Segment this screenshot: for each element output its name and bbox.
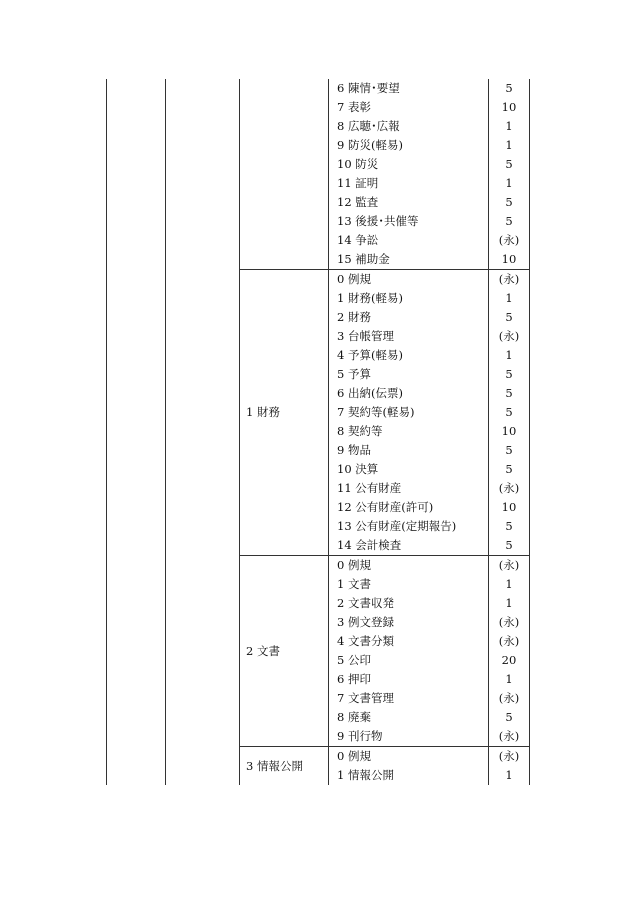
retention-years: 1 bbox=[489, 136, 530, 155]
item-name: 0 例規 bbox=[329, 747, 489, 767]
item-name: 12 公有財産(許可) bbox=[329, 498, 489, 517]
retention-years: 5 bbox=[489, 517, 530, 536]
retention-years: 1 bbox=[489, 575, 530, 594]
retention-years: 5 bbox=[489, 384, 530, 403]
retention-years: (永) bbox=[489, 327, 530, 346]
item-name: 10 防災 bbox=[329, 155, 489, 174]
item-name: 14 会計検査 bbox=[329, 536, 489, 556]
group-label bbox=[240, 79, 329, 270]
item-name: 15 補助金 bbox=[329, 250, 489, 270]
retention-years: (永) bbox=[489, 689, 530, 708]
category-column-level2 bbox=[166, 79, 240, 785]
retention-years: 5 bbox=[489, 308, 530, 327]
retention-years: 1 bbox=[489, 766, 530, 785]
group-label: 1 財務 bbox=[240, 270, 329, 556]
retention-years: (永) bbox=[489, 479, 530, 498]
retention-years: 1 bbox=[489, 174, 530, 193]
item-name: 13 後援･共催等 bbox=[329, 212, 489, 231]
retention-years: 5 bbox=[489, 79, 530, 98]
retention-years: (永) bbox=[489, 556, 530, 576]
item-name: 1 文書 bbox=[329, 575, 489, 594]
item-name: 9 物品 bbox=[329, 441, 489, 460]
item-name: 5 予算 bbox=[329, 365, 489, 384]
item-name: 13 公有財産(定期報告) bbox=[329, 517, 489, 536]
retention-years: 5 bbox=[489, 536, 530, 556]
retention-years: 10 bbox=[489, 250, 530, 270]
item-name: 1 情報公開 bbox=[329, 766, 489, 785]
item-name: 7 表彰 bbox=[329, 98, 489, 117]
retention-schedule-table bbox=[106, 79, 530, 785]
item-name: 12 監査 bbox=[329, 193, 489, 212]
retention-years: (永) bbox=[489, 270, 530, 290]
item-name: 10 決算 bbox=[329, 460, 489, 479]
retention-years: 10 bbox=[489, 422, 530, 441]
retention-years: 5 bbox=[489, 193, 530, 212]
retention-years: (永) bbox=[489, 747, 530, 767]
item-name: 3 台帳管理 bbox=[329, 327, 489, 346]
item-name: 11 公有財産 bbox=[329, 479, 489, 498]
item-name: 2 文書収発 bbox=[329, 594, 489, 613]
item-name: 7 契約等(軽易) bbox=[329, 403, 489, 422]
item-name: 6 陳情･要望 bbox=[329, 79, 489, 98]
retention-years: (永) bbox=[489, 727, 530, 747]
group-label: 2 文書 bbox=[240, 556, 329, 747]
item-name: 9 防災(軽易) bbox=[329, 136, 489, 155]
item-name: 11 証明 bbox=[329, 174, 489, 193]
retention-years: 20 bbox=[489, 651, 530, 670]
item-name: 5 公印 bbox=[329, 651, 489, 670]
item-name: 0 例規 bbox=[329, 270, 489, 290]
item-name: 8 廃棄 bbox=[329, 708, 489, 727]
table-body bbox=[107, 79, 530, 785]
retention-years: 1 bbox=[489, 117, 530, 136]
retention-years: 5 bbox=[489, 441, 530, 460]
retention-years: 1 bbox=[489, 594, 530, 613]
item-name: 8 広聴･広報 bbox=[329, 117, 489, 136]
item-name: 6 押印 bbox=[329, 670, 489, 689]
item-name: 7 文書管理 bbox=[329, 689, 489, 708]
item-name: 3 例文登録 bbox=[329, 613, 489, 632]
item-name: 0 例規 bbox=[329, 556, 489, 576]
retention-years: 5 bbox=[489, 212, 530, 231]
retention-years: 10 bbox=[489, 498, 530, 517]
retention-years: 1 bbox=[489, 346, 530, 365]
table-row bbox=[107, 79, 530, 98]
retention-years: 5 bbox=[489, 365, 530, 384]
item-name: 2 財務 bbox=[329, 308, 489, 327]
retention-years: 5 bbox=[489, 403, 530, 422]
item-name: 4 予算(軽易) bbox=[329, 346, 489, 365]
item-name: 1 財務(軽易) bbox=[329, 289, 489, 308]
retention-years: (永) bbox=[489, 613, 530, 632]
retention-years: 5 bbox=[489, 708, 530, 727]
category-column-level1 bbox=[107, 79, 166, 785]
retention-years: (永) bbox=[489, 231, 530, 250]
retention-years: 5 bbox=[489, 460, 530, 479]
item-name: 14 争訟 bbox=[329, 231, 489, 250]
retention-years: 1 bbox=[489, 670, 530, 689]
retention-years: 5 bbox=[489, 155, 530, 174]
retention-years: 10 bbox=[489, 98, 530, 117]
item-name: 8 契約等 bbox=[329, 422, 489, 441]
item-name: 6 出納(伝票) bbox=[329, 384, 489, 403]
retention-years: 1 bbox=[489, 289, 530, 308]
item-name: 4 文書分類 bbox=[329, 632, 489, 651]
item-name: 9 刊行物 bbox=[329, 727, 489, 747]
retention-years: (永) bbox=[489, 632, 530, 651]
group-label: 3 情報公開 bbox=[240, 747, 329, 786]
